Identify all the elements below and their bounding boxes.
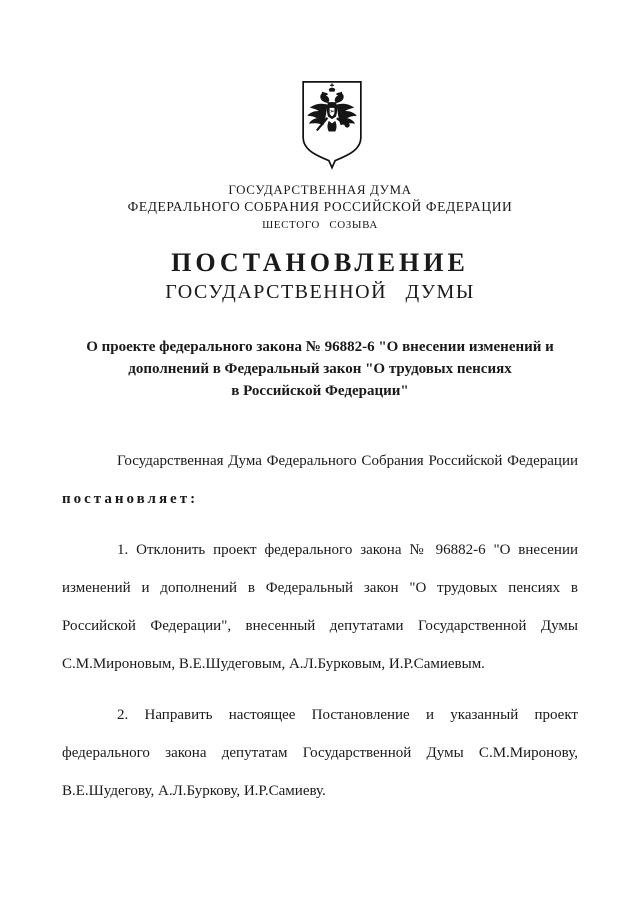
doc-type-issuer: ГОСУДАРСТВЕННОЙ ДУМЫ <box>165 281 475 303</box>
convocation-line: ШЕСТОГО СОЗЫВА <box>262 219 378 231</box>
organization-header <box>62 181 578 234</box>
paragraph-1: 1. Отклонить проект федерального закона № 96882-6 "О внесении изменений и дополнений в Федеральный закон "О трудовых пенсиях в Российской Федерации", внесенный депутатами Государственной Думы С.М.Мироновым, В.Е.Шудеговым, А.Л.Бурковым, И.Р.Самиевым. <box>62 542 578 672</box>
document-type-header <box>62 248 578 304</box>
org-name-line1: ГОСУДАРСТВЕННАЯ ДУМА <box>228 182 412 197</box>
intro-paragraph <box>62 442 578 518</box>
intro-regular-text: Государственная Дума Федерального Собрания Российской Федерации <box>117 453 578 469</box>
resolution-title <box>62 336 578 402</box>
resolution-body <box>62 442 578 810</box>
document-content <box>62 0 578 823</box>
paragraph-2: 2. Направить настоящее Постановление и указанный проект федерального закона депутатам Государственной Думы С.М.Миронову, В.Е.Шудегову, А.Л.Буркову, И.Р.Самиеву. <box>62 707 578 799</box>
resolution-title-line2: дополнений в Федеральный закон "О трудовых пенсиях <box>128 361 512 377</box>
org-name-line2: ФЕДЕРАЛЬНОГО СОБРАНИЯ РОССИЙСКОЙ ФЕДЕРАЦИИ <box>127 199 513 214</box>
doc-type-title: ПОСТАНОВЛЕНИЕ <box>171 248 469 277</box>
resolution-title-line3: в Российской Федерации" <box>231 383 409 399</box>
coat-of-arms-icon <box>74 78 590 175</box>
resolution-title-line1: О проекте федерального закона № 96882-6 "О внесении изменений и <box>86 339 554 355</box>
intro-bold-text: постановляет: <box>62 491 199 507</box>
